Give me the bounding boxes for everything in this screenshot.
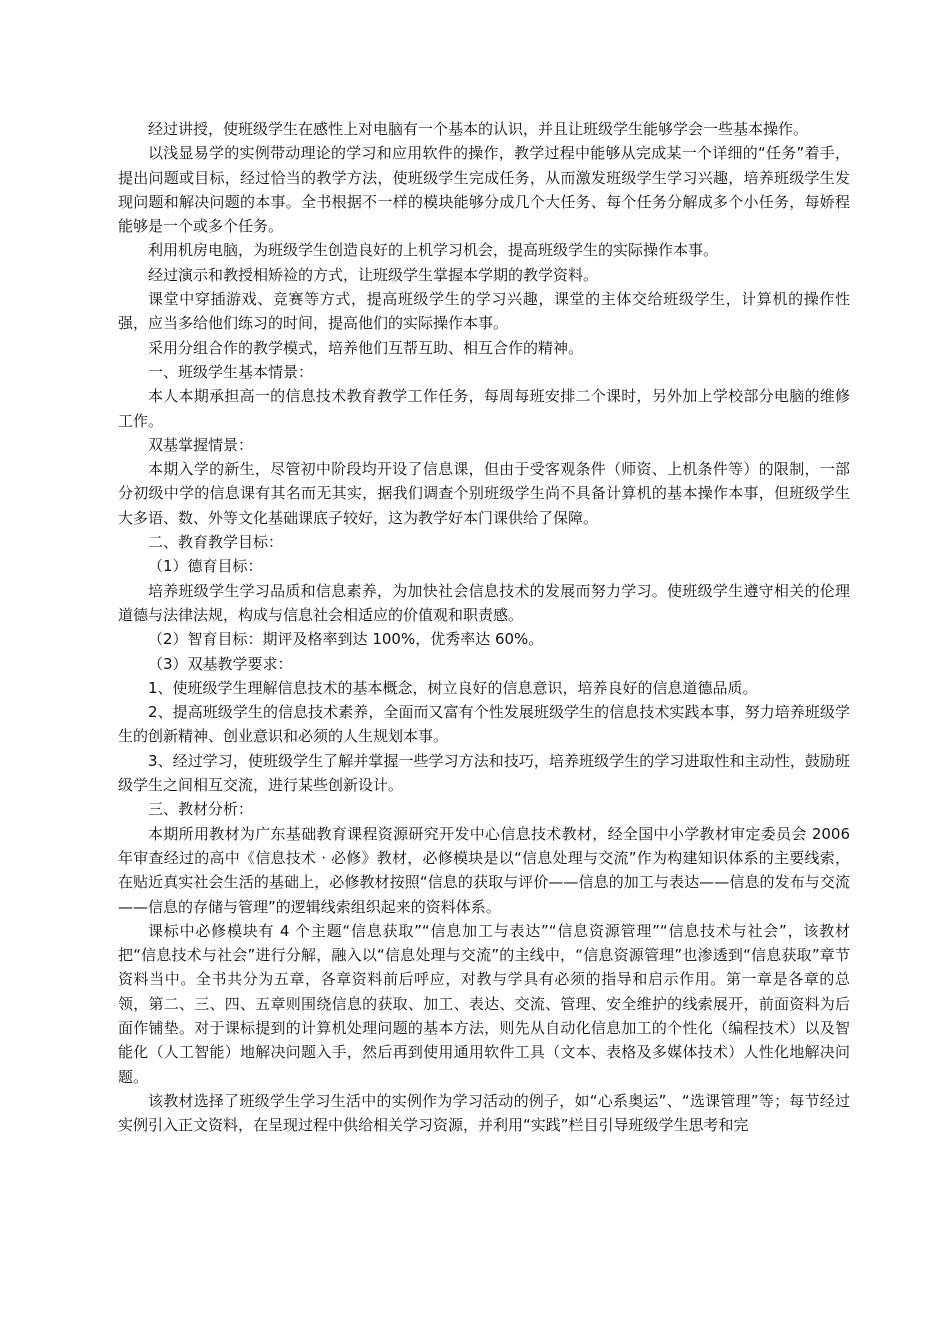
- section-heading: 双基掌握情景：: [148, 435, 254, 454]
- paragraph: 课标中必修模块有 4 个主题“信息获取”“信息加工与表达”“信息资源管理”“信息技术与社会”，该教材把“信息技术与社会”进行分解，融入以“信息处理与交流”的主线中，“信息资源管理”也渗透到“信息获取”章节资料当中。全书共分为五章，各章资料前后呼应，对教与学具有必须的指导和启示作用。第一章是各章的总领，第二、三、四、五章则围绕信息的获取、加工、表达、交流、管理、安全维护的线索展开，前面资料为后面作铺垫。对于课标提到的计算机处理问题的基本方法，则先从自动化信息加工的个性化（编程技术）以及智能化（人工智能）地解决问题入手，然后再到使用通用软件工具（文本、表格及多媒体技术）人性化地解决问题。: [118, 921, 850, 1086]
- section-heading: 三、教材分析：: [148, 800, 254, 819]
- subsection-heading: （2）智育目标：期评及格率到达 100%，优秀率达 60%。: [148, 630, 544, 649]
- section-heading: 一、班级学生基本情景：: [148, 362, 314, 381]
- paragraph: 培养班级学生学习品质和信息素养，为加快社会信息技术的发展而努力学习。使班级学生遵守相关的伦理道德与法律法规，构成与信息社会相适应的价值观和职责感。: [118, 581, 850, 624]
- paragraph: 采用分组合作的教学模式，培养他们互帮互助、相互合作的精神。: [148, 338, 584, 357]
- paragraph: 以浅显易学的实例带动理论的学习和应用软件的操作，教学过程中能够从完成某一个详细的“任务”着手，提出问题或目标，经过恰当的教学方法，使班级学生完成任务，从而激发班级学生学习兴趣，培养班级学生发现问题和解决问题的本事。全书根据不一样的模块能够分成几个大任务、每个任务分解成多个小任务，每娇程能够是一个或多个任务。: [118, 144, 850, 236]
- paragraph: 本期入学的新生，尽管初中阶段均开设了信息课，但由于受客观条件（师资、上机条件等）的限制，一部分初级中学的信息课有其名而无其实，据我们调查个别班级学生尚不具备计算机的基本操作本事，但班级学生大多语、数、外等文化基础课底子较好，这为教学好本门课供给了保障。: [118, 460, 850, 527]
- paragraph: 经过讲授，使班级学生在感性上对电脑有一个基本的认识，并且让班级学生能够学会一些基本操作。: [148, 120, 809, 138]
- section-heading: 二、教育教学目标：: [148, 533, 284, 552]
- paragraph: 本期所用教材为广东基础教育课程资源研究开发中心信息技术教材，经全国中小学教材审定委员会 2006 年审查经过的高中《信息技术 · 必修》教材，必修模块是以“信息处理与交流”作为构建知识体系的主要线索，在贴近真实社会生活的基础上，必修教材按照“信息的获取与评价——信息的加工与表达——信息的发布与交流——信息的存储与管理”的逻辑线索组织起来的资料体系。: [118, 824, 850, 916]
- paragraph: 该教材选择了班级学生学习生活中的实例作为学习活动的例子，如“心系奥运”、“选课管理”等；每节经过实例引入正文资料，在呈现过程中供给相关学习资源，并利用“实践”栏目引导班级学生思考和完: [118, 1091, 850, 1135]
- paragraph: 本人本期承担高一的信息技术教育教学工作任务，每周每班安排二个课时，另外加上学校部分电脑的维修工作。: [118, 387, 850, 430]
- list-item: 3、经过学习，使班级学生了解并掌握一些学习方法和技巧，培养班级学生的学习进取性和主动性，鼓励班级学生之间相互交流，进行某些创新设计。: [118, 751, 850, 795]
- subsection-heading: （1）德育目标：: [148, 557, 263, 576]
- paragraph: 利用机房电脑，为班级学生创造良好的上机学习机会，提高班级学生的实际操作本事。: [148, 241, 719, 260]
- paragraph: 经过演示和教授相矫裣的方式，让班级学生掌握本学期的教学资料。: [148, 265, 599, 284]
- paragraph: 课堂中穿插游戏、竞赛等方式，提高班级学生的学习兴趣，课堂的主体交给班级学生，计算机的操作性强，应当多给他们练习的时间，提高他们的实际操作本事。: [118, 290, 850, 333]
- subsection-heading: （3）双基教学要求：: [148, 654, 293, 673]
- list-item: 1、使班级学生理解信息技术的基本概念，树立良好的信息意识，培养良好的信息道德品质。: [148, 678, 758, 697]
- list-item: 2、提高班级学生的信息技术素养，全面而又富有个性发展班级学生的信息技术实践本事，努力培养班级学生的创新精神、创业意识和必须的人生规划本事。: [118, 703, 850, 746]
